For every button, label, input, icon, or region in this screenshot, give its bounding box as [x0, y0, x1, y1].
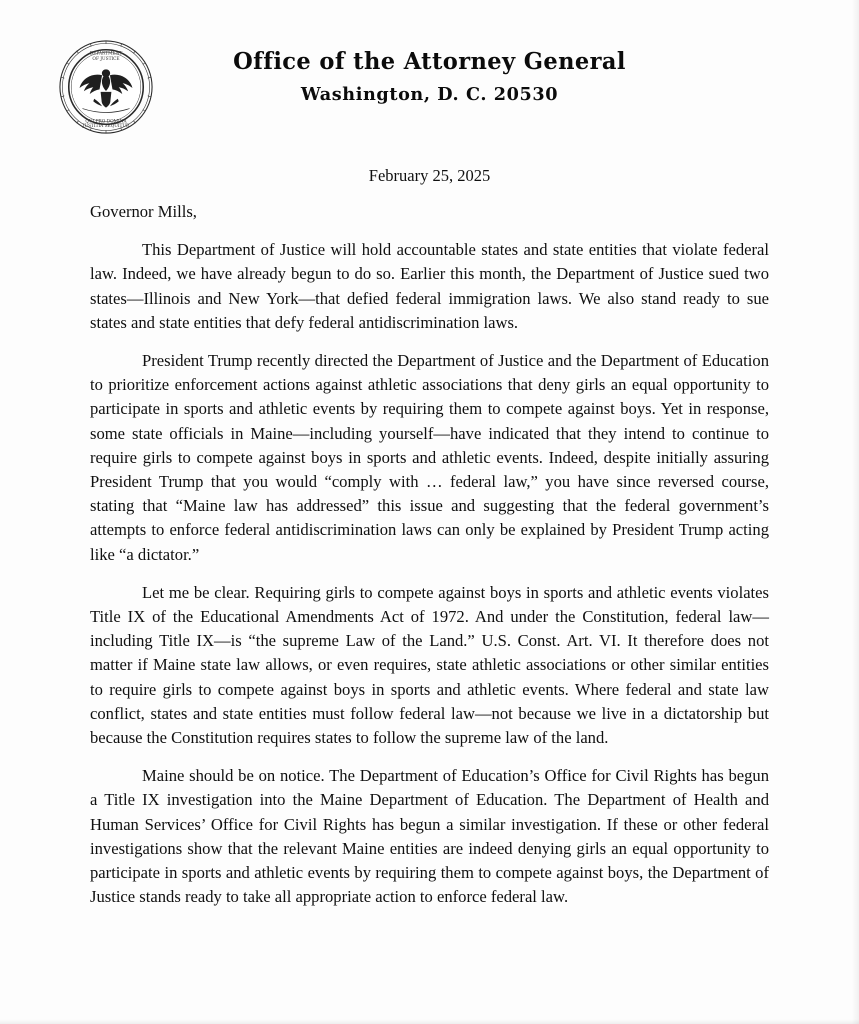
letterhead [0, 48, 859, 105]
letter-salutation: Governor Mills, [90, 202, 197, 221]
letterhead-address: Washington, D. C. 20530 [300, 83, 559, 105]
scan-edge-bottom [0, 1019, 859, 1024]
letter-paragraph: Maine should be on notice. The Department of Education’s Office for Civil Rights has begun a Title IX investigation into the Maine Department of Education. The Department of Health and Human Services’ Office for Civil Rights has begun a similar investigation. If these or other federal investigations show that the relevant Maine entities are indeed denying girls an equal opportunity to participate in sports and athletic events by requiring them to compete against boys, the Department of Justice stands ready to take all appropriate action to enforce federal law. [90, 766, 769, 907]
letter-paragraph: Let me be clear. Requiring girls to compete against boys in sports and athletic events violates Title IX of the Educational Amendments Act of 1972. And under the Constitution, federal law—including Title IX—is “the supreme Law of the Land.” U.S. Const. Art. VI. It therefore does not matter if Maine state law allows, or even requires, state athletic associations or other similar entities to require girls to compete against boys in sports and athletic events. Where federal and state law conflict, states and state entities must follow federal law—not because we live in a dictatorship but because the Constitution requires states to follow the supreme law of the land. [90, 582, 769, 748]
scan-edge-right [852, 0, 859, 1024]
letter-date: February 25, 2025 [368, 166, 491, 185]
svg-text:OF JUSTICE: OF JUSTICE [92, 57, 120, 63]
letter-paragraph: This Department of Justice will hold accountable states and state entities that violate federal law. Indeed, we have already begun to do so. Earlier this month, the Department of Justice sued two states—Illinois and New York—that defied federal immigration laws. We also stand ready to sue states and state entities that defy federal antidiscrimination laws. [90, 240, 769, 332]
letter-body [90, 200, 769, 909]
svg-text:DEPARTMENT: DEPARTMENT [89, 51, 123, 57]
letter-paragraph: President Trump recently directed the Department of Justice and the Department of Education to prioritize enforcement actions against athletic associations that deny girls an equal opportunity to participate in sports and athletic events by requiring them to compete against boys. Yet in response, some state officials in Maine—including yourself—have indicated that they intend to continue to require girls to compete against boys in sports and athletic events. Indeed, despite initially assuring President Trump that you would “comply with … federal law,” you have since reversed course, stating that “Maine law has addressed” this issue and suggesting that the federal government’s attempts to enforce federal antidiscrimination laws can only be explained by President Trump acting like “a dictator.” [90, 351, 769, 564]
svg-text:JUSTITIA SEQUITUR: JUSTITIA SEQUITUR [82, 124, 130, 130]
svg-text:QUI PRO DOMINA: QUI PRO DOMINA [85, 119, 127, 125]
letterhead-office-title: Office of the Attorney General [233, 48, 626, 75]
